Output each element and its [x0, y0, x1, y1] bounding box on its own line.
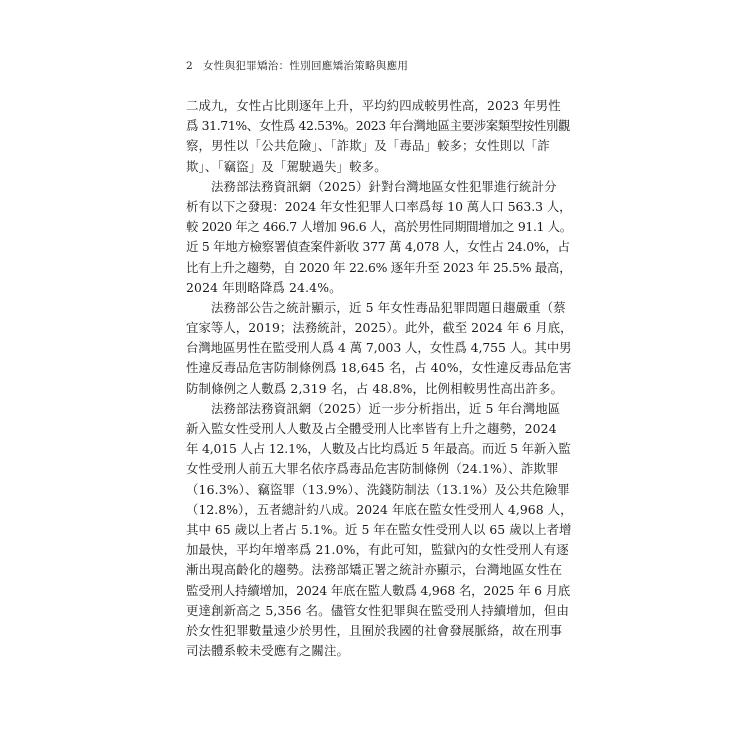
running-header — [186, 58, 408, 73]
text-line: （16.3%）、竊盜罪（13.9%）、洗錢防制法（13.1%）及公共危險罪 — [186, 481, 570, 497]
text-line: 察，男性以「公共危險」、「詐欺」及「毒品」較多；女性則以「詐 — [186, 138, 550, 154]
text-line: 析有以下之發現：2024 年女性犯罪人口率爲每 10 萬人口 563.3 人， — [186, 198, 572, 214]
text-line: 近 5 年地方檢察署偵查案件新收 377 萬 4,078 人，女性占 24.0%，占 — [186, 239, 570, 255]
text-line: 二成九，女性占比則逐年上升，平均約四成較男性高，2023 年男性 — [186, 98, 561, 113]
text-line: 於女性犯罪數量遠少於男性，且囿於我國的社會發展脈絡，故在刑事 — [186, 622, 563, 638]
text-line: 司法體系較未受應有之關注。 — [186, 643, 350, 659]
text-line: 比有上升之趨勢，自 2020 年 22.6% 逐年升至 2023 年 25.5% 最高， — [186, 259, 572, 275]
text-line: 加最快，平均年增率爲 21.0%，有此可知，監獄內的女性受刑人有逐 — [186, 542, 569, 558]
paragraph-first-line: 法務部法務資訊網（2025）針對台灣地區女性犯罪進行統計分 — [211, 178, 557, 194]
text-line: 更達創新高之 5,356 名。儘管女性犯罪與在監受刑人持續增加，但由 — [186, 602, 569, 618]
paragraph-first-line: 法務部法務資訊網（2025）近一步分析指出，近 5 年台灣地區 — [211, 400, 561, 416]
text-line: 較 2020 年之 466.7 人增加 96.6 人，高於男性同期間增加之 91.1 人。 — [186, 219, 572, 235]
text-line: 2024 年則略降爲 24.4%。 — [186, 279, 342, 295]
running-title: 女性與犯罪矯治：性別回應矯治策略與應用 — [202, 60, 409, 72]
text-line: 性違反毒品危害防制條例爲 18,645 名，占 40%，女性違反毒品危害 — [186, 360, 572, 376]
text-line: 新入監女性受刑人人數及占全體受刑人比率皆有上升之趨勢，2024 — [186, 421, 557, 436]
body-text — [186, 96, 572, 661]
text-line: 欺」、「竊盜」及「駕駛過失」較多。 — [186, 158, 387, 174]
text-line: 監受刑人持續增加，2024 年底在監人數爲 4,968 名，2025 年 6 月底 — [186, 582, 571, 598]
text-line: 爲 31.71%、女性爲 42.53%。2023 年台灣地區主要涉案類型按性別觀 — [186, 118, 571, 134]
text-line: 防制條例之人數爲 2,319 名，占 48.8%，比例相較男性高出許多。 — [186, 380, 564, 396]
text-line: 台灣地區男性在監受刑人爲 4 萬 7,003 人，女性爲 4,755 人。其中男 — [186, 340, 572, 356]
text-line: 女性受刑人前五大罪名依序爲毒品危害防制條例（24.1%）、詐欺罪 — [186, 461, 559, 477]
text-line: （12.8%），五者總計約八成。2024 年底在監女性受刑人 4,968 人， — [186, 501, 573, 517]
text-line: 其中 65 歲以上者占 5.1%。近 5 年在監女性受刑人以 65 歲以上者增 — [186, 521, 572, 537]
text-line: 宜家等人，2019；法務統計，2025）。此外，截至 2024 年 6 月底， — [186, 320, 573, 336]
page-number: 2 — [186, 60, 193, 72]
paragraph-first-line: 法務部公告之統計顯示，近 5 年女性毒品犯罪問題日趨嚴重（蔡 — [211, 299, 566, 315]
text-line: 年 4,015 人占 12.1%，人數及占比均爲近 5 年最高。而近 5 年新入監 — [186, 441, 571, 457]
text-line: 漸出現高齡化的趨勢。法務部矯正署之統計亦顯示，台灣地區女性在 — [186, 562, 563, 578]
